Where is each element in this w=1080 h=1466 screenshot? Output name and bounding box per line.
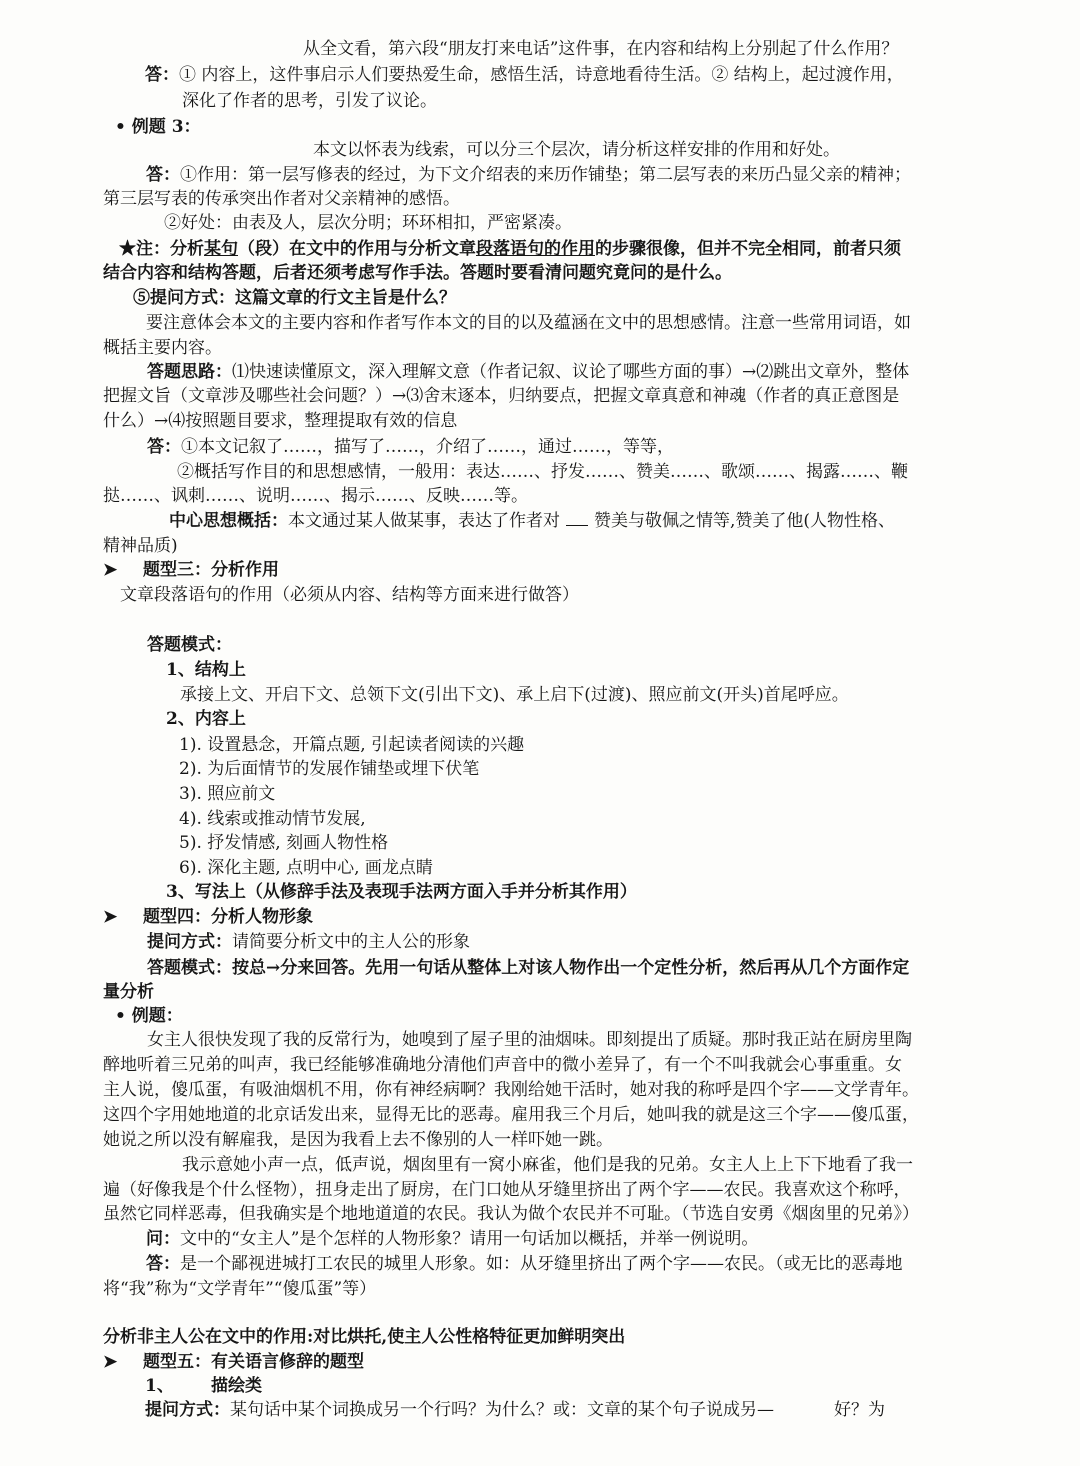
text-line: ②概括写作目的和思想感情，一般用：表达……、抒发……、赞美……、歌颂……、揭露……、鞭 <box>177 462 908 482</box>
text-line: 女主人很快发现了我的反常行为，她嗅到了屋子里的油烟味。即刻提出了质疑。那时我正站在厨房里陶 <box>147 1030 912 1050</box>
answer-label: 答： <box>146 1254 180 1274</box>
list-item: 1). 设置悬念，开篇点题, 引起读者阅读的兴趣 <box>179 735 525 755</box>
question-text: 文中的“女主人”是个怎样的人物形象？请用一句话加以概括，并举一例说明。 <box>180 1229 759 1249</box>
text-line <box>147 361 909 383</box>
text-line: 分析非主人公在文中的作用:对比烘托,使主人公性格特征更加鲜明突出 <box>103 1327 626 1347</box>
text-line: 醉地听着三兄弟的叫声，我已经能够准确地分清他们声音中的微小差异了，有一个不叫我就会心事重重。女 <box>103 1055 902 1075</box>
answer-text: ①作用：第一层写修表的经过，为下文介绍表的来历作铺垫；第二层写表的来历凸显父亲的精神； <box>180 165 911 185</box>
text-line: 什么）→⑷按照题目要求，整理提取有效的信息 <box>103 411 458 431</box>
text: 本文通过某人做某事，表达了作者对 <box>288 511 560 531</box>
label-line: 答题模式： <box>147 635 232 655</box>
arrow-bullet-icon: ➤ <box>103 1352 118 1372</box>
answer-line <box>146 164 911 186</box>
text-line: 虽然它同样恶毒，但我确实是个地地道道的农民。我认为做个农民并不可耻。（节选自安勇《烟囱里的兄弟》） <box>103 1204 919 1224</box>
underlined-text: 段落语句的作用 <box>476 239 595 259</box>
text: 赞美与敬佩之情等,赞美了他(人物性格、 <box>594 511 896 531</box>
text-line: 这四个字用她地道的北京话发出来，显得无比的恶毒。雇用我三个月后，她叫我的就是这三个字——傻瓜蛋， <box>103 1105 919 1125</box>
text-line: 遍（好像我是个什么怪物），扭身走出了厨房，在门口她从牙缝里挤出了两个字——农民。我喜欢这个称呼， <box>103 1180 911 1200</box>
answer-label: 答： <box>145 65 179 85</box>
note-text: ★注：分析 <box>119 239 204 259</box>
text-line: 我示意她小声一点，低声说，烟囱里有一窝小麻雀，他们是我的兄弟。女主人上上下下地看了我一 <box>182 1155 913 1175</box>
text-line: 文章段落语句的作用（必须从内容、结构等方面来进行做答） <box>120 585 579 605</box>
fill-blank <box>566 511 588 526</box>
text-line: 她说之所以没有解雇我，是因为我看上去不像别的人一样吓她一跳。 <box>103 1130 613 1150</box>
answer-text: ①本文记叙了……，描写了……，介绍了……，通过……，等等， <box>181 437 674 457</box>
number: 1、 <box>145 1376 174 1396</box>
section-heading <box>103 906 313 928</box>
heading-text: 题型五：有关语言修辞的题型 <box>143 1352 364 1372</box>
question-line: 从全文看，第六段“朋友打来电话”这件事，在内容和结构上分别起了什么作用？ <box>303 39 899 59</box>
text-line: 量分析 <box>103 982 154 1002</box>
label: 提问方式： <box>145 1400 230 1420</box>
text: 某句话中某个词换成另一个行吗？为什么？或：文章的某个句子说成另— <box>230 1400 774 1420</box>
example-heading: • 例题 3： <box>115 117 201 137</box>
text-line: 概括主要内容。 <box>103 338 222 358</box>
text-line: 承接上文、开启下文、总领下文(引出下文)、承上启下(过渡)、照应前文(开头)首尾呼应。 <box>180 685 849 705</box>
question-line: 本文以怀表为线索，可以分三个层次，请分析这样安排的作用和好处。 <box>313 140 840 160</box>
list-item: 6). 深化主题, 点明中心, 画龙点睛 <box>179 858 433 878</box>
heading-text: 题型三：分析作用 <box>143 560 279 580</box>
subheading-text: 描绘类 <box>211 1376 262 1396</box>
answer-label: 答： <box>146 165 180 185</box>
answer-label: 答： <box>147 437 181 457</box>
subheading: 2、内容上 <box>166 709 246 729</box>
subheading <box>145 1375 262 1397</box>
text-line <box>147 931 470 953</box>
text-line: 将“我”称为“文学青年”“傻瓜蛋”等） <box>103 1279 377 1299</box>
note-text: （段）在文中的作用与分析文章 <box>238 239 476 259</box>
note-line <box>119 238 901 260</box>
label: 提问方式： <box>147 932 232 952</box>
arrow-bullet-icon: ➤ <box>103 907 118 927</box>
note-line: 结合内容和结构答题，后者还须考虑写作手法。答题时要看清问题究竟问的是什么。 <box>103 263 732 283</box>
arrow-bullet-icon: ➤ <box>103 560 118 580</box>
example-heading: • 例题： <box>115 1006 183 1026</box>
text-line: 挞……、讽刺……、说明……、揭示……、反映……等。 <box>103 486 528 506</box>
label: 答题思路： <box>147 362 232 382</box>
list-item: 5). 抒发情感, 刻画人物性格 <box>179 833 389 853</box>
text-line: 答题模式：按总→分来回答。先用一句话从整体上对该人物作出一个定性分析，然后再从几个方面作定 <box>147 958 910 978</box>
text-line: 精神品质) <box>103 536 178 556</box>
section-heading <box>103 1351 364 1373</box>
list-item: 2). 为后面情节的发展作铺垫或埋下伏笔 <box>179 759 480 779</box>
question-label: 问： <box>146 1229 180 1249</box>
text-line: 要注意体会本文的主要内容和作者写作本文的目的以及蕴涵在文中的思想感情。注意一些常用词语，如 <box>146 313 911 333</box>
text-line: 第三层写表的传承突出作者对父亲精神的感悟。 <box>103 189 460 209</box>
text-line: 主人说，傻瓜蛋，有吸油烟机不用，你有神经病啊？我刚给她干活时，她对我的称呼是四个字——文学青年。 <box>103 1080 919 1100</box>
underlined-text: 某句 <box>204 239 238 259</box>
answer-text: ① 内容上，这件事启示人们要热爱生命，感悟生活，诗意地看待生活。② 结构上，起过渡作用， <box>179 65 904 85</box>
text-line: 深化了作者的思考，引发了议论。 <box>182 91 437 111</box>
heading-text: 题型四：分析人物形象 <box>143 907 313 927</box>
label: 中心思想概括： <box>169 511 288 531</box>
answer-line <box>146 1253 903 1275</box>
list-item: 4). 线索或推动情节发展, <box>179 809 366 829</box>
question-line <box>146 1228 758 1250</box>
text-line: 把握文旨（文章涉及哪些社会问题？）→⑶舍末逐本，归纳要点，把握文章真意和神魂（作者的真正意图是 <box>103 386 900 406</box>
text: 好？为 <box>834 1400 885 1420</box>
subheading: 1、结构上 <box>166 660 246 680</box>
text-line <box>145 1399 885 1421</box>
text-line <box>169 510 895 532</box>
answer-line <box>147 436 674 458</box>
note-text: 的步骤很像，但并不完全相同，前者只须 <box>595 239 901 259</box>
section-heading: ⑤提问方式：这篇文章的行文主旨是什么？ <box>133 288 456 308</box>
list-item: 3). 照应前文 <box>179 784 276 804</box>
text: ⑴快速读懂原文，深入理解文意（作者记叙、议论了哪些方面的事）→⑵跳出文章外，整体 <box>232 362 910 382</box>
text: 请简要分析文中的主人公的形象 <box>232 932 470 952</box>
answer-line <box>145 64 904 86</box>
subheading: 3、写法上（从修辞手法及表现手法两方面入手并分析其作用） <box>166 882 637 902</box>
section-heading <box>103 559 279 581</box>
text-line: ②好处：由表及人，层次分明；环环相扣，严密紧凑。 <box>164 213 572 233</box>
answer-text: 是一个鄙视进城打工农民的城里人形象。如：从牙缝里挤出了两个字——农民。（或无比的恶毒地 <box>180 1254 903 1274</box>
